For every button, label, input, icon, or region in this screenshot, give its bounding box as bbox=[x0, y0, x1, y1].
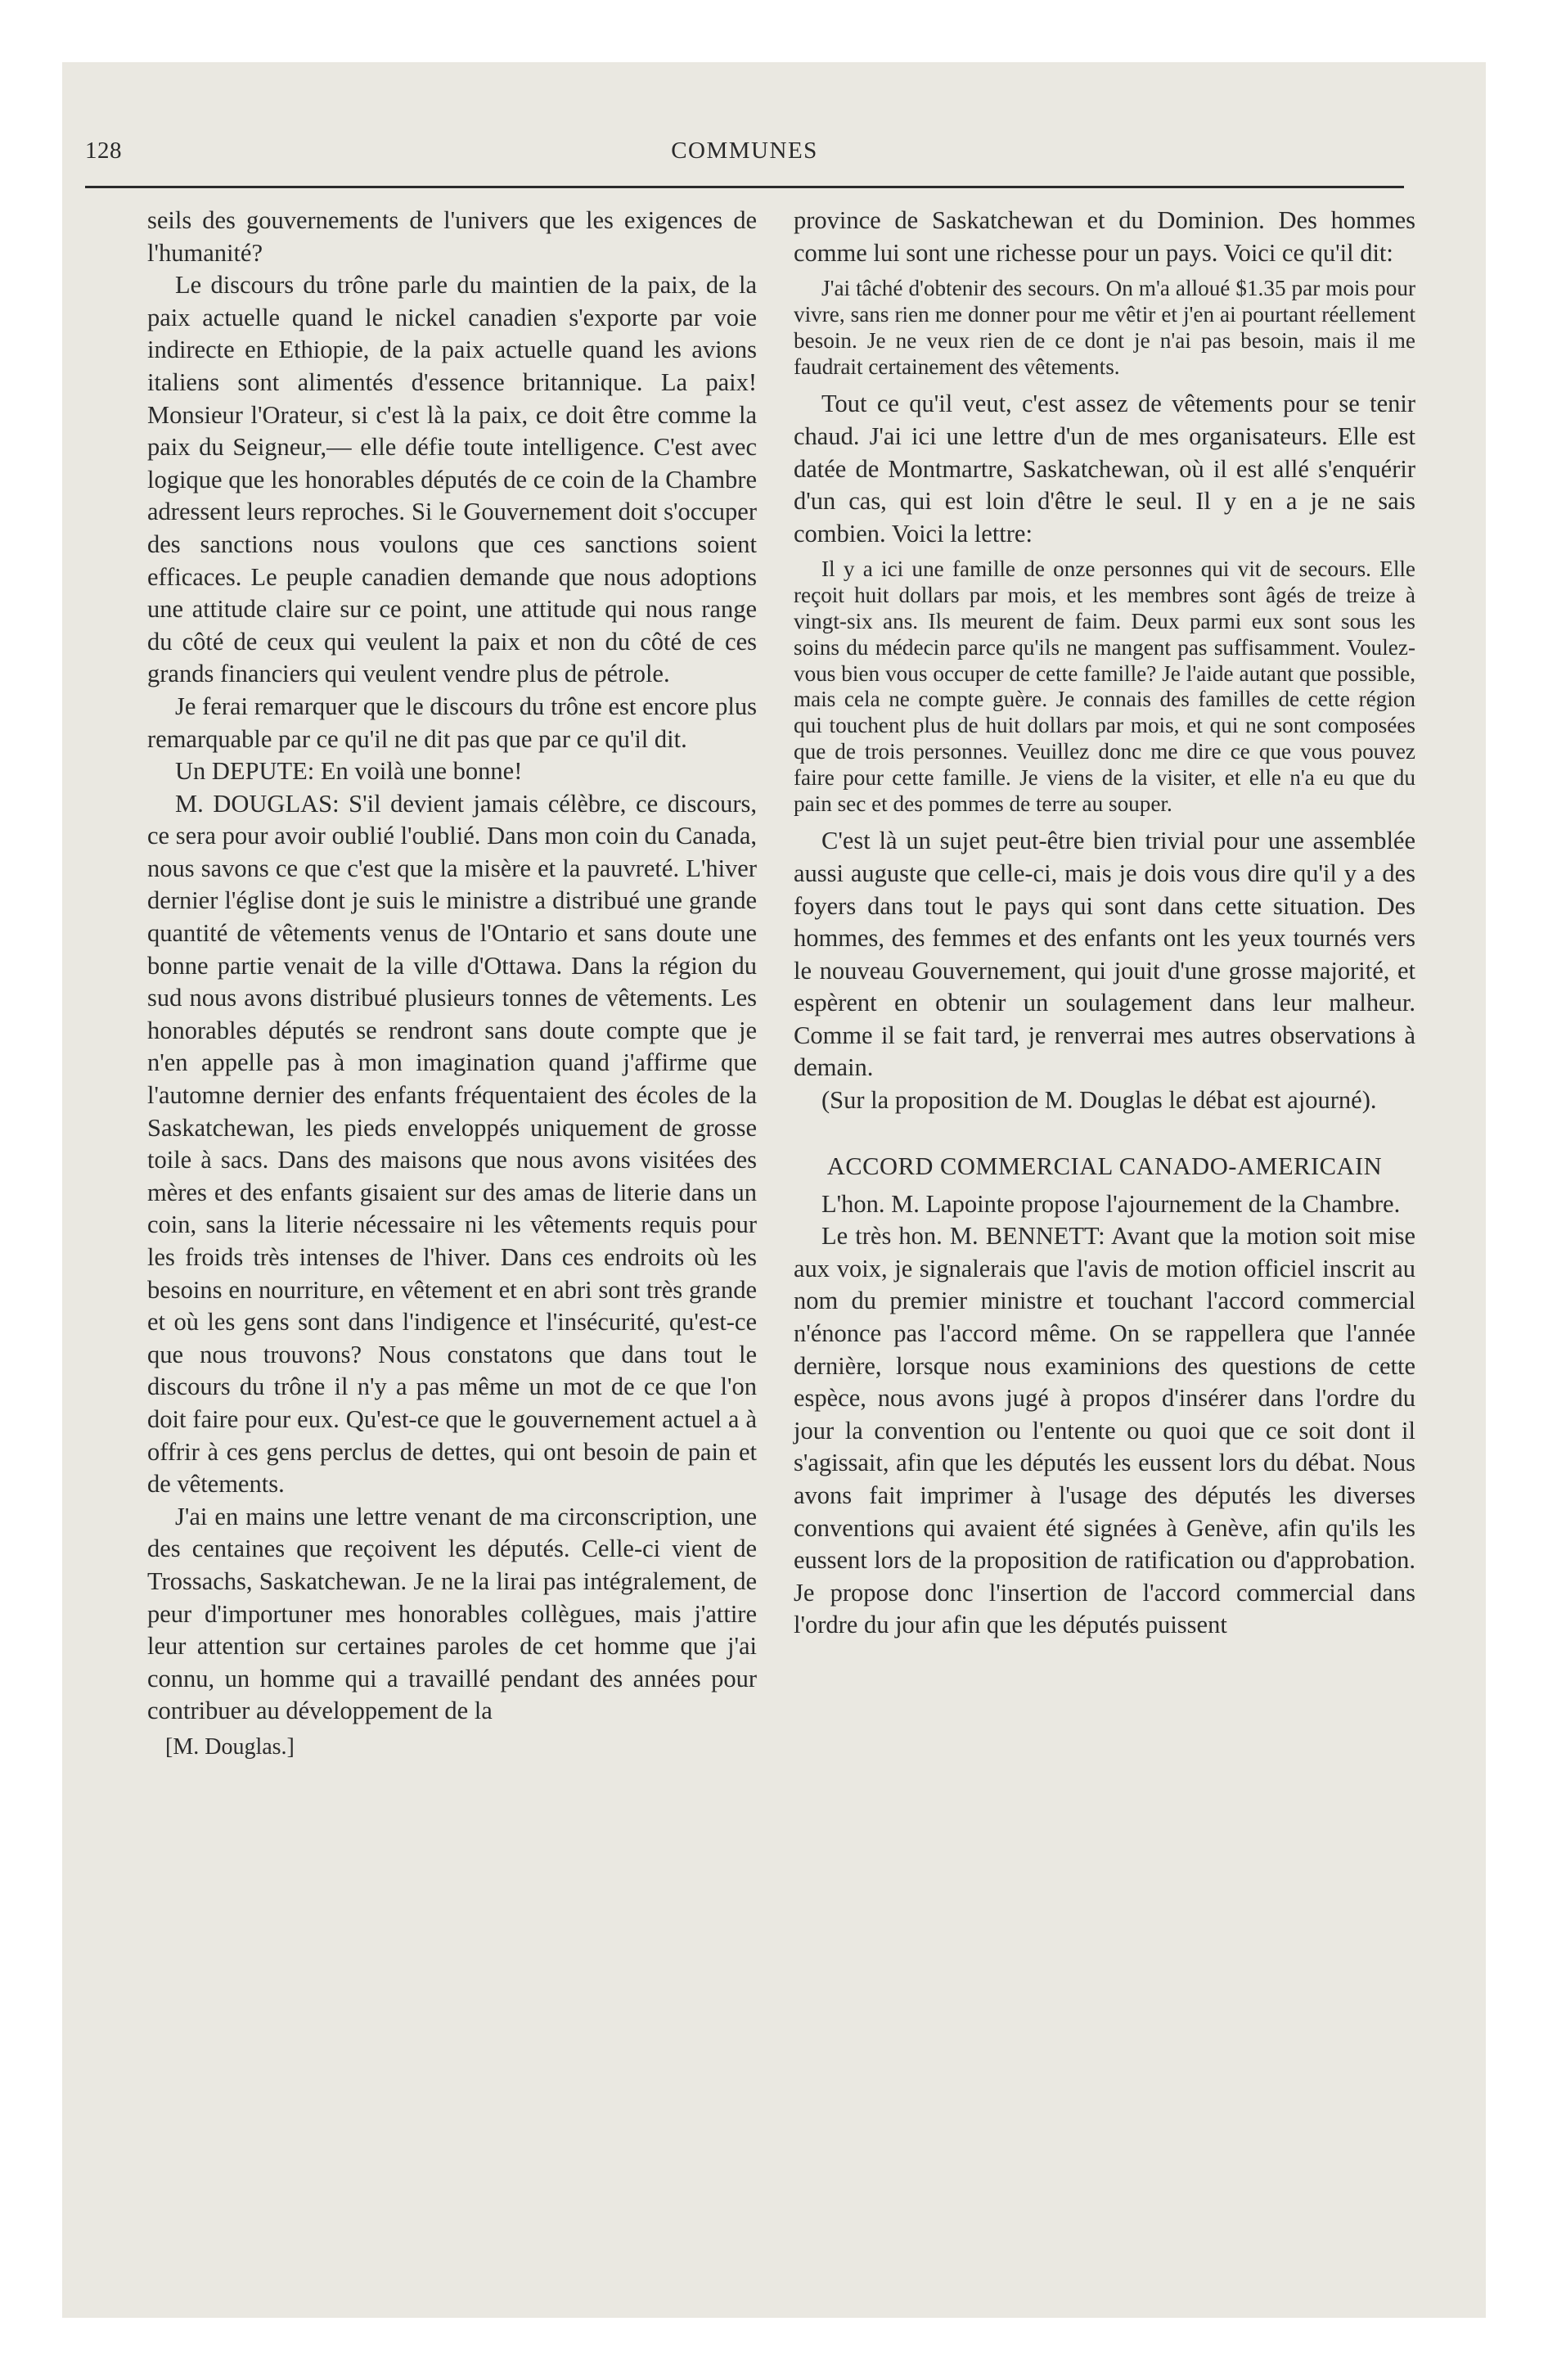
left-column bbox=[147, 205, 757, 1764]
section-heading: ACCORD COMMERCIAL CANADO-AMERICAIN bbox=[826, 1152, 1383, 1180]
page-header bbox=[85, 137, 1404, 175]
paragraph: Le discours du trône parle du maintien de la paix, de la paix actuelle quand le nickel canadien s'exporte par voie indirecte en Ethiopie, de la paix actuelle quand les avions italiens sont alimentés d'essence britannique. La paix! Monsieur l'Orateur, si c'est là la paix, ce doit être comme la paix du Seigneur,— elle défie toute intelligence. C'est avec logique que les honorables députés de ce coin de la Chambre adressent leurs reproches. Si le Gouvernement doit s'occuper des sanctions nous voulons que ces sanctions soient efficaces. Le peuple canadien demande que nous adoptions une attitude claire sur ce point, une attitude qui nous range du côté de ceux qui veulent la paix et non du côté de ces grands financiers qui veulent vendre plus de pétrole. bbox=[147, 271, 757, 688]
header-rule bbox=[85, 186, 1404, 188]
paragraph: Un DEPUTE: En voilà une bonne! bbox=[175, 757, 523, 786]
paragraph: Le très hon. M. BENNETT: Avant que la motion soit mise aux voix, je signalerais que l'avis de motion officiel inscrit au nom du premier ministre et touchant l'accord commercial n'énonce pas l'accord même. On se rappellera que l'année dernière, lorsque nous examinions des questions de cette espèce, nous avons jugé à propos d'insérer dans l'ordre du jour la convention ou l'entente ou quoi que ce soit dont il s'agissait, afin que les députés les eussent lors du débat. Nous avons fait imprimer à l'usage des députés les diverses conventions qui avaient été signées à Genève, afin qu'ils les eussent lors de la proposition de ratification ou d'approbation. Je propose donc l'insertion de l'accord commercial dans l'ordre du jour afin que les députés puissent bbox=[794, 1222, 1415, 1639]
speaker-signature: [M. Douglas.] bbox=[165, 1733, 295, 1760]
paragraph: C'est là un sujet peut-être bien trivial pour une assemblée aussi auguste que celle-ci, mais je dois vous dire qu'il y a des foyers dans tout le pays qui sont dans cette situation. Des hommes, des femmes et des enfants ont les yeux tournés vers le nouveau Gouvernement, qui jouit d'une grosse majorité, et espèrent en obtenir un soulagement dans leur malheur. Comme il se fait tard, je renverrai mes autres observations à demain. bbox=[794, 827, 1415, 1082]
quoted-letter bbox=[794, 276, 1415, 380]
quoted-letter bbox=[794, 557, 1415, 817]
paragraph: L'hon. M. Lapointe propose l'ajournement de la Chambre. bbox=[821, 1189, 1401, 1218]
quote-text: J'ai tâché d'obtenir des secours. On m'a alloué $1.35 par mois pour vivre, sans rien me donner pour me vêtir et j'en ai pourtant réellement besoin. Je ne veux rien de ce dont je n'ai pas besoin, mais il me faudrait certainement des vêtements. bbox=[794, 276, 1415, 379]
paragraph: Je ferai remarquer que le discours du trône est encore plus remarquable par ce qu'il ne dit pas que par ce qu'il dit. bbox=[147, 692, 757, 753]
paragraph: province de Saskatchewan et du Dominion. Des hommes comme lui sont une richesse pour un pays. Voici ce qu'il dit: bbox=[794, 206, 1415, 267]
paragraph: (Sur la proposition de M. Douglas le débat est ajourné). bbox=[821, 1086, 1377, 1115]
paragraph: seils des gouvernements de l'univers que les exigences de l'humanité? bbox=[147, 206, 757, 267]
quote-text: Il y a ici une famille de onze personnes qui vit de secours. Elle reçoit huit dollars par mois, et les membres sont âgés de treize à vingt-six ans. Ils meurent de faim. Deux parmi eux sont sous les soins du médecin parce qu'ils ne mangent pas suffisamment. Voulez-vous bien vous occuper de cette famille? Je l'aide autant que possible, mais cela ne compte guère. Je connais des familles de cette région qui touchent plus de huit dollars par mois, et qui ne sont composées que de trois personnes. Veuillez donc me dire ce que vous pouvez faire pour cette famille. Je viens de la visiter, et elle n'a eu que du pain sec et des pommes de terre au souper. bbox=[794, 557, 1415, 816]
page-number: 128 bbox=[85, 137, 122, 164]
paragraph: J'ai en mains une lettre venant de ma circonscription, une des centaines que reçoivent les députés. Celle-ci vient de Trossachs, Saskatchewan. Je ne la lirai pas intégralement, de peur d'importuner mes honorables collègues, mais j'attire leur attention sur certaines paroles de cet homme que j'ai connu, un homme qui a travaillé pendant des années pour contribuer au développement de la bbox=[147, 1502, 757, 1725]
paragraph: M. DOUGLAS: S'il devient jamais célèbre, ce discours, ce sera pour avoir oublié l'oublié. Dans mon coin du Canada, nous savons ce que c'est que la misère et la pauvreté. L'hiver dernier l'église dont je suis le ministre a distribué une grande quantité de vêtements venus de l'Ontario et sans doute une bonne partie venait de la ville d'Ottawa. Dans la région du sud nous avons distribué plusieurs tonnes de vêtements. Les honorables députés se rendront sans doute compte que je n'en appelle pas à mon imagination quand j'affirme que l'automne dernier des enfants fréquentaient des écoles de la Saskatchewan, les pieds enveloppés uniquement de grosse toile à sacs. Dans des maisons que nous avons visitées des mères et des enfants gisaient sur des amas de literie dans un coin, sans la literie nécessaire ni les vêtements requis pour les froids très intenses de l'hiver. Dans ces endroits où les besoins en nourriture, en vêtement et en abri sont très grande et où les gens sont dans l'indigence et l'insécurité, qu'est-ce que nous trouvons? Nous constatons que dans tout le discours du trône il n'y a pas même un mot de ce que l'on doit faire pour eux. Qu'est-ce que le gouvernement actuel a à offrir à ces gens perclus de dettes, qui ont besoin de pain et de vêtements. bbox=[147, 789, 757, 1499]
right-column bbox=[794, 205, 1415, 1642]
paragraph: Tout ce qu'il veut, c'est assez de vêtements pour se tenir chaud. J'ai ici une lettre d'un de mes organisateurs. Elle est datée de Montmartre, Saskatchewan, où il est allé s'enquérir d'un cas, qui est loin d'être le seul. Il y en a je ne sais combien. Voici la lettre: bbox=[794, 390, 1415, 548]
page-title: COMMUNES bbox=[671, 137, 818, 164]
